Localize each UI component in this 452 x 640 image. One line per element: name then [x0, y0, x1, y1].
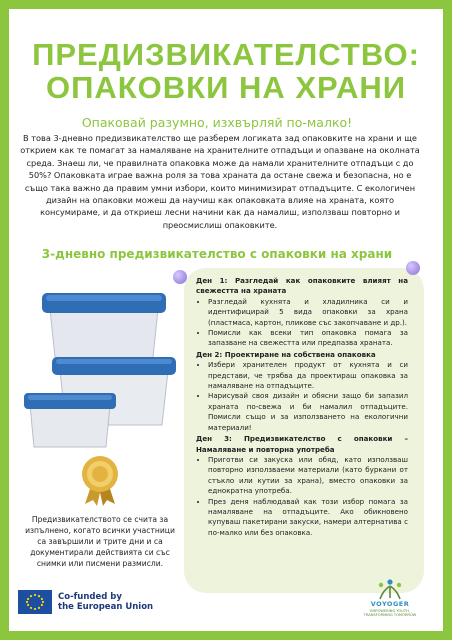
eu-line-1: Co-funded by	[58, 592, 122, 602]
day-2-list	[196, 360, 408, 433]
voyoger-logo-icon	[360, 578, 420, 600]
partner-tagline: EMPOWERING YOUTH, TRANSFORMING TOMORROW	[363, 609, 417, 618]
subtitle: Опаковай разумно, изхвърляй по-малко!	[81, 115, 353, 130]
day-1-heading: Ден 1: Разгледай как опаковките влияят на свежестта на храната	[196, 276, 408, 296]
title-line-2: ОПАКОВКИ НА ХРАНИ	[45, 70, 407, 105]
pushpin-icon	[406, 261, 420, 275]
day-1-list	[196, 297, 408, 349]
day-3-heading: Ден 3: Предизвикателство с опаковки – Намаляване и повторна употреба	[196, 434, 408, 454]
list-item: • Нарисувай своя дизайн и обясни защо би запазил храната по-свежа и би намалил отпадъците. Помисли също и за използването на екологични материали!	[208, 391, 408, 433]
pushpin-icon	[173, 270, 187, 284]
day-2-heading: Ден 2: Проектиране на собствена опаковка	[196, 349, 376, 359]
completion-caption: Предизвикателството се счита за изпълнено, когато всички участници са завършили и трите дни и са документирали действията си със снимки или писмени размисли.	[25, 515, 175, 568]
intro-paragraph: В това 3-дневно предизвикателство ще разберем логиката зад опаковките на храни и ще открием как те помагат за намаляване на хранителните отпадъци и опазване на околната среда. Знаеш ли, че правилната опаковка може да намали хранителните отпадъци с до 50%? Опаковката играе важна роля за това храната да остане свежа и безопасна, но е също така важно да правим умни избори, които минимизират отпадъците. С екологичен дизайн на опаковки можеш да научиш как опаковката влияе на храната, която консумираме, и да откриеш лесни начини как да намалиш, използваш повторно и преосмислиш опаковките.	[20, 133, 420, 230]
section-heading: 3-дневно предизвикателство с опаковки на храни	[41, 247, 393, 261]
title-line-1: ПРЕДИЗВИКАТЕЛСТВО:	[32, 37, 420, 72]
eu-funding-text	[58, 592, 168, 612]
eu-line-2: the European Union	[58, 602, 154, 612]
list-item: • Приготви си закуска или обяд, като използваш повторно използваеми материали (като буркани от стъкло или кутии за храна), вместо опаковки за еднократна употреба.	[208, 455, 408, 497]
food-containers-illustration	[12, 275, 202, 475]
partner-name: VOYOGER	[370, 600, 410, 608]
list-item: • През деня наблюдавай как този избор помага за намаляване на отпадъците. Ако обикновено купуваш пакетирани закуски, намери алтернатива с по-малко или без опаковка.	[208, 497, 408, 539]
voyoger-logo	[360, 578, 420, 624]
list-item: • Помисли как всеки тип опаковка помага за запазване на свежестта или предпазва храната.	[208, 328, 408, 349]
challenge-days	[196, 276, 408, 539]
eu-flag-icon	[18, 590, 52, 614]
list-item: • Разгледай кухнята и хладилника си и идентифицирай 5 вида опаковки за храна (пластмаса, картон, пликове със закопчаване и др.).	[208, 297, 408, 328]
day-3-list	[196, 455, 408, 538]
list-item: • Избери хранителен продукт от кухнята и си представи, че трябва да проектираш опаковка за намаляване на отпадъците.	[208, 360, 408, 391]
gold-medal-icon	[75, 452, 125, 507]
